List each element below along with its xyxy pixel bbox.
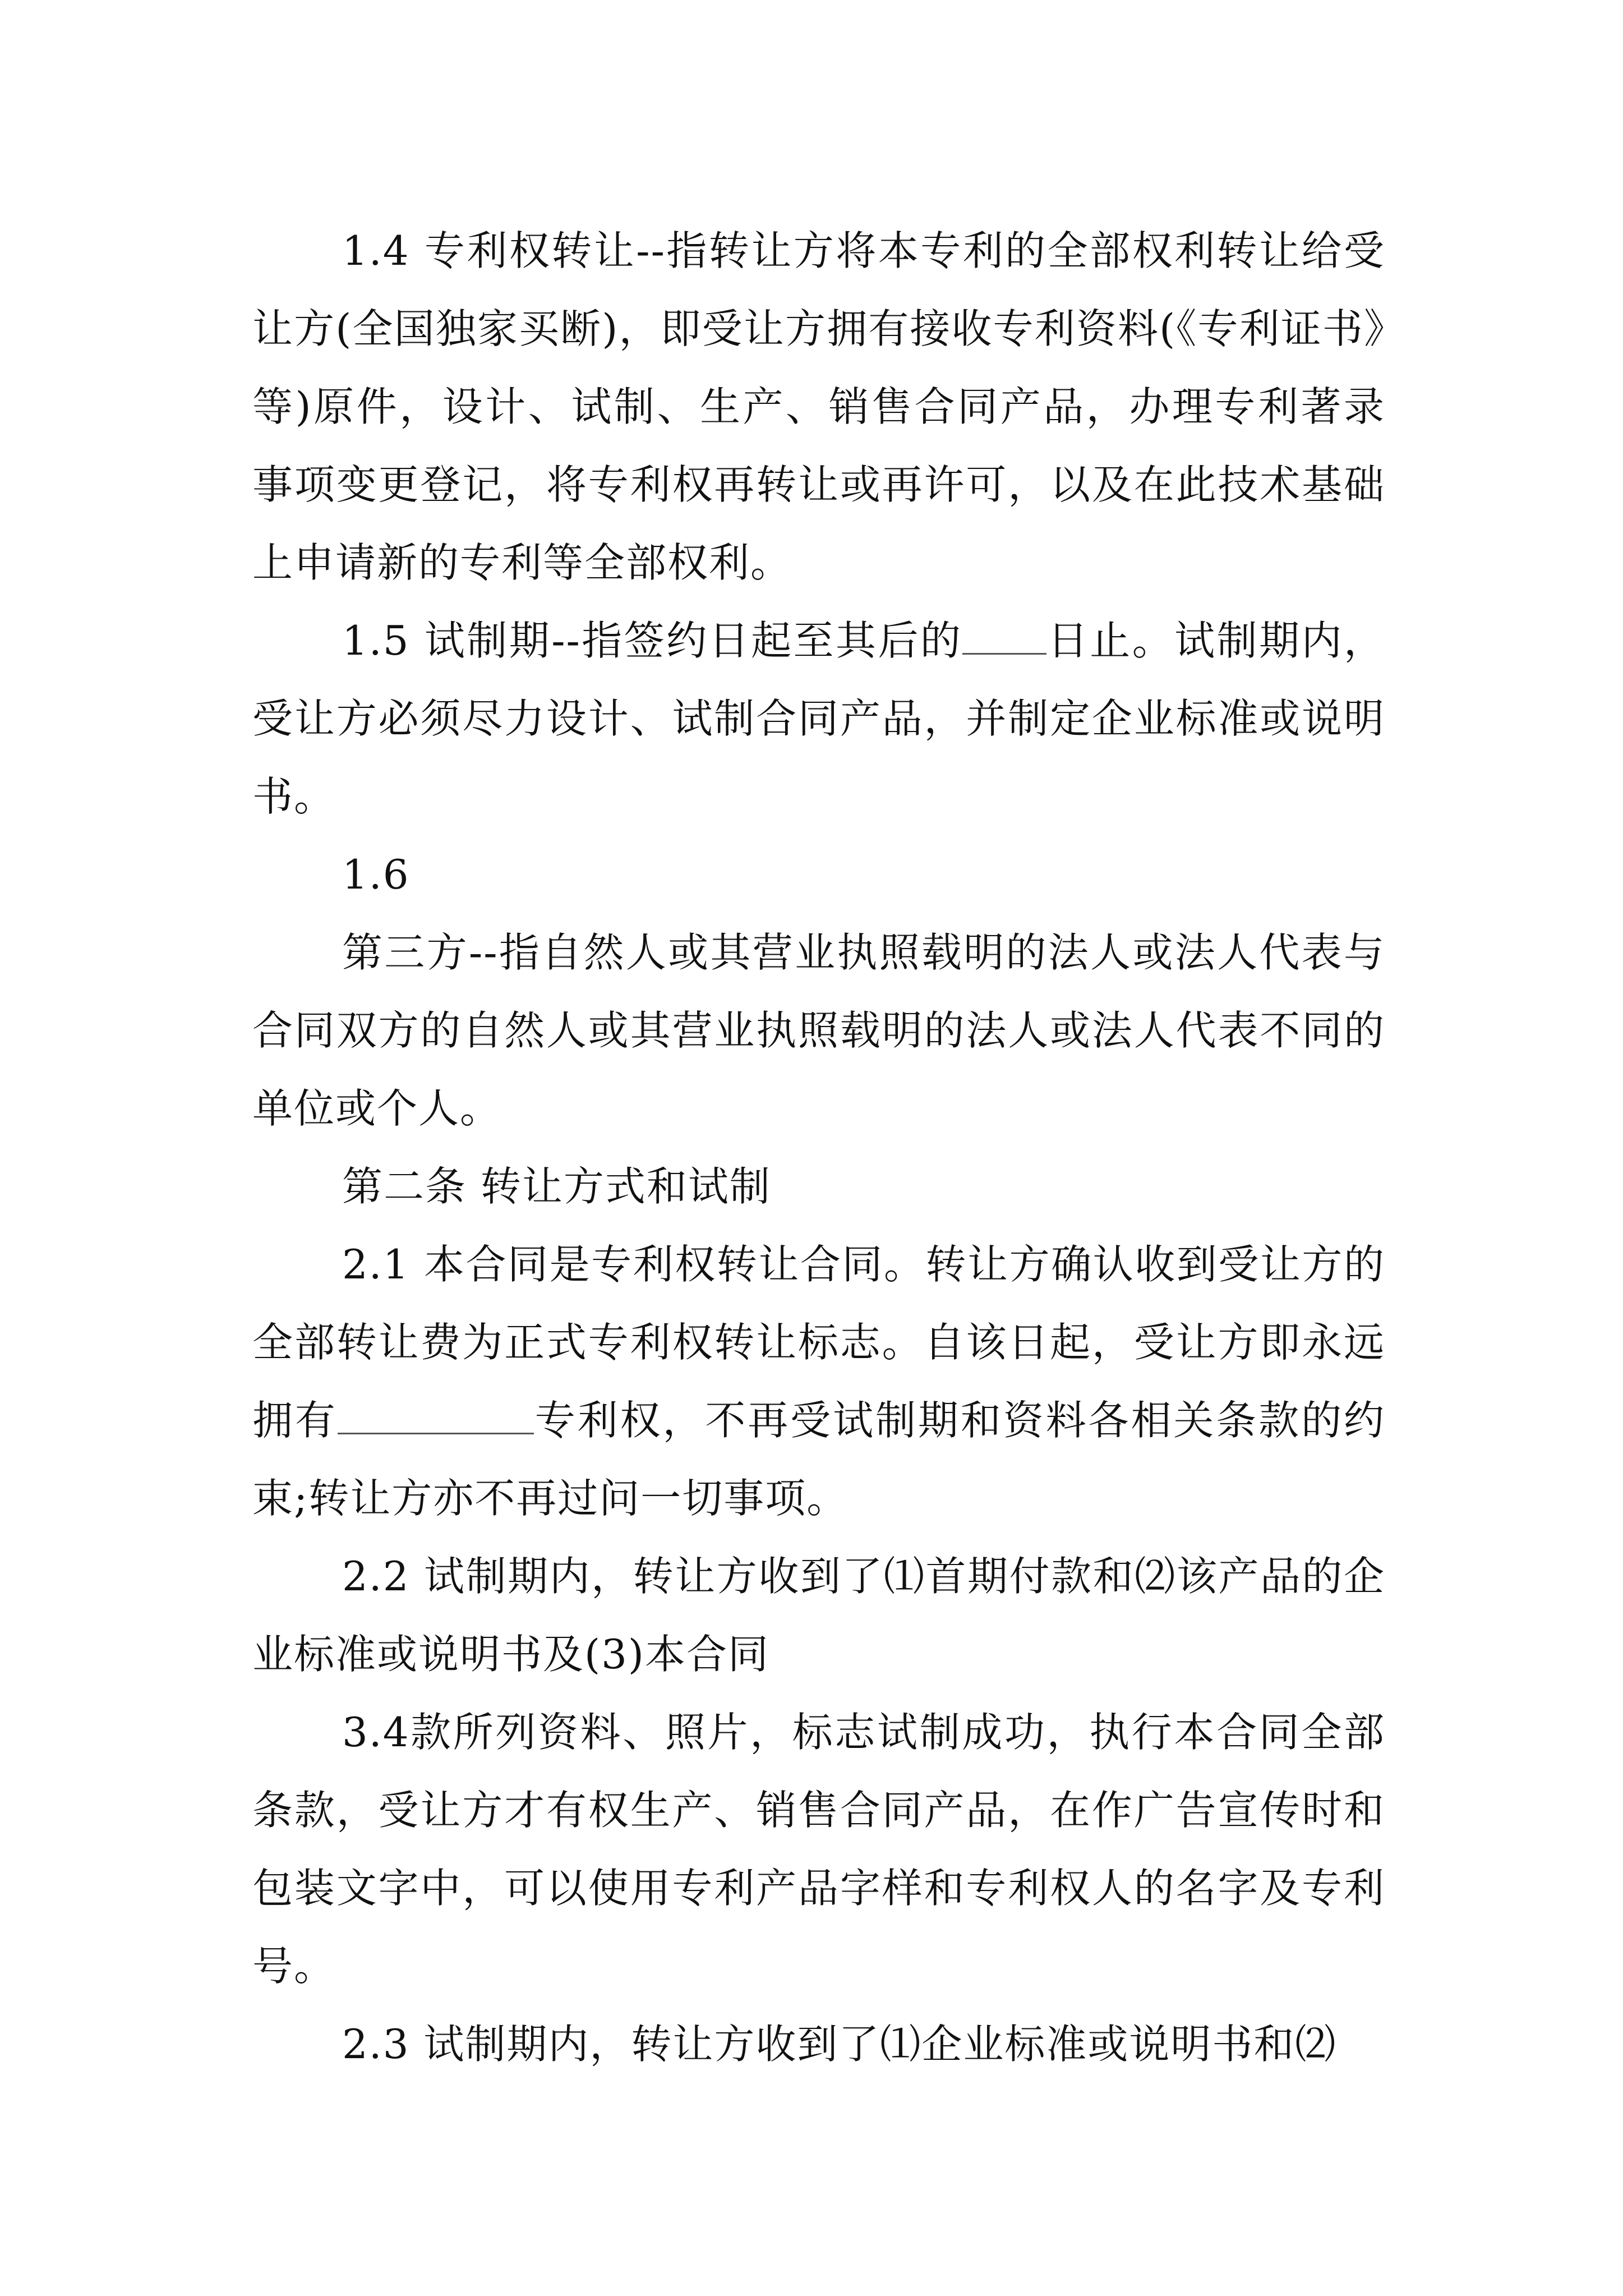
paragraph-1-5-trial-period [252, 602, 1385, 836]
patent-name-blank [338, 1399, 534, 1434]
paragraph-1-4-patent-transfer: 1.4 专利权转让--指转让方将本专利的全部权利转让给受让方(全国独家买断)，即受让方拥有接收专利资料(《专利证书》等)原件，设计、试制、生产、销售合同产品，办理专利著录事项变更登记，将专利权再转让或再许可，以及在此技术基础上申请新的专利等全部权利。 [252, 227, 1385, 586]
paragraph-third-party-definition: 第三方--指自然人或其营业执照载明的法人或法人代表与合同双方的自然人或其营业执照载明的法人或法人代表不同的单位或个人。 [252, 929, 1385, 1132]
paragraph-3-4-materials: 3.4款所列资料、照片，标志试制成功，执行本合同全部条款，受让方才有权生产、销售合同产品，在作广告宣传时和包装文字中，可以使用专利产品字样和专利权人的名字及专利号。 [252, 1709, 1385, 1990]
contract-nature-text-end: 专利权，不再受试制期和资料各相关条款的约束;转让方亦不再过问一切事项。 [252, 1397, 1385, 1522]
trial-period-days-blank [962, 619, 1046, 655]
contract-nature-text-start: 2.1 本合同是专利权转让合同。转让方确认收到受让方的全部转让费为正式专利权转让标志。自该日起，受让方即永远拥有 [252, 1241, 1385, 1444]
paragraph-2-3-trial-receipt: 2.3 试制期内，转让方收到了⑴企业标准或说明书和⑵ [342, 2021, 1337, 2068]
document-body [252, 212, 1385, 2083]
trial-period-text-end: 日止。试制期内，受让方必须尽力设计、试制合同产品，并制定企业标准或说明书。 [252, 617, 1385, 820]
article-2-heading: 第二条 转让方式和试制 [342, 1163, 771, 1210]
paragraph-1-6-number: 1.6 [342, 851, 410, 898]
trial-period-text-start: 1.5 试制期--指签约日起至其后的 [342, 617, 963, 664]
paragraph-2-1-contract-nature [252, 1226, 1385, 1538]
paragraph-2-2-trial-receipt: 2.2 试制期内，转让方收到了⑴首期付款和⑵该产品的企业标准或说明书及(3)本合同 [252, 1553, 1385, 1678]
